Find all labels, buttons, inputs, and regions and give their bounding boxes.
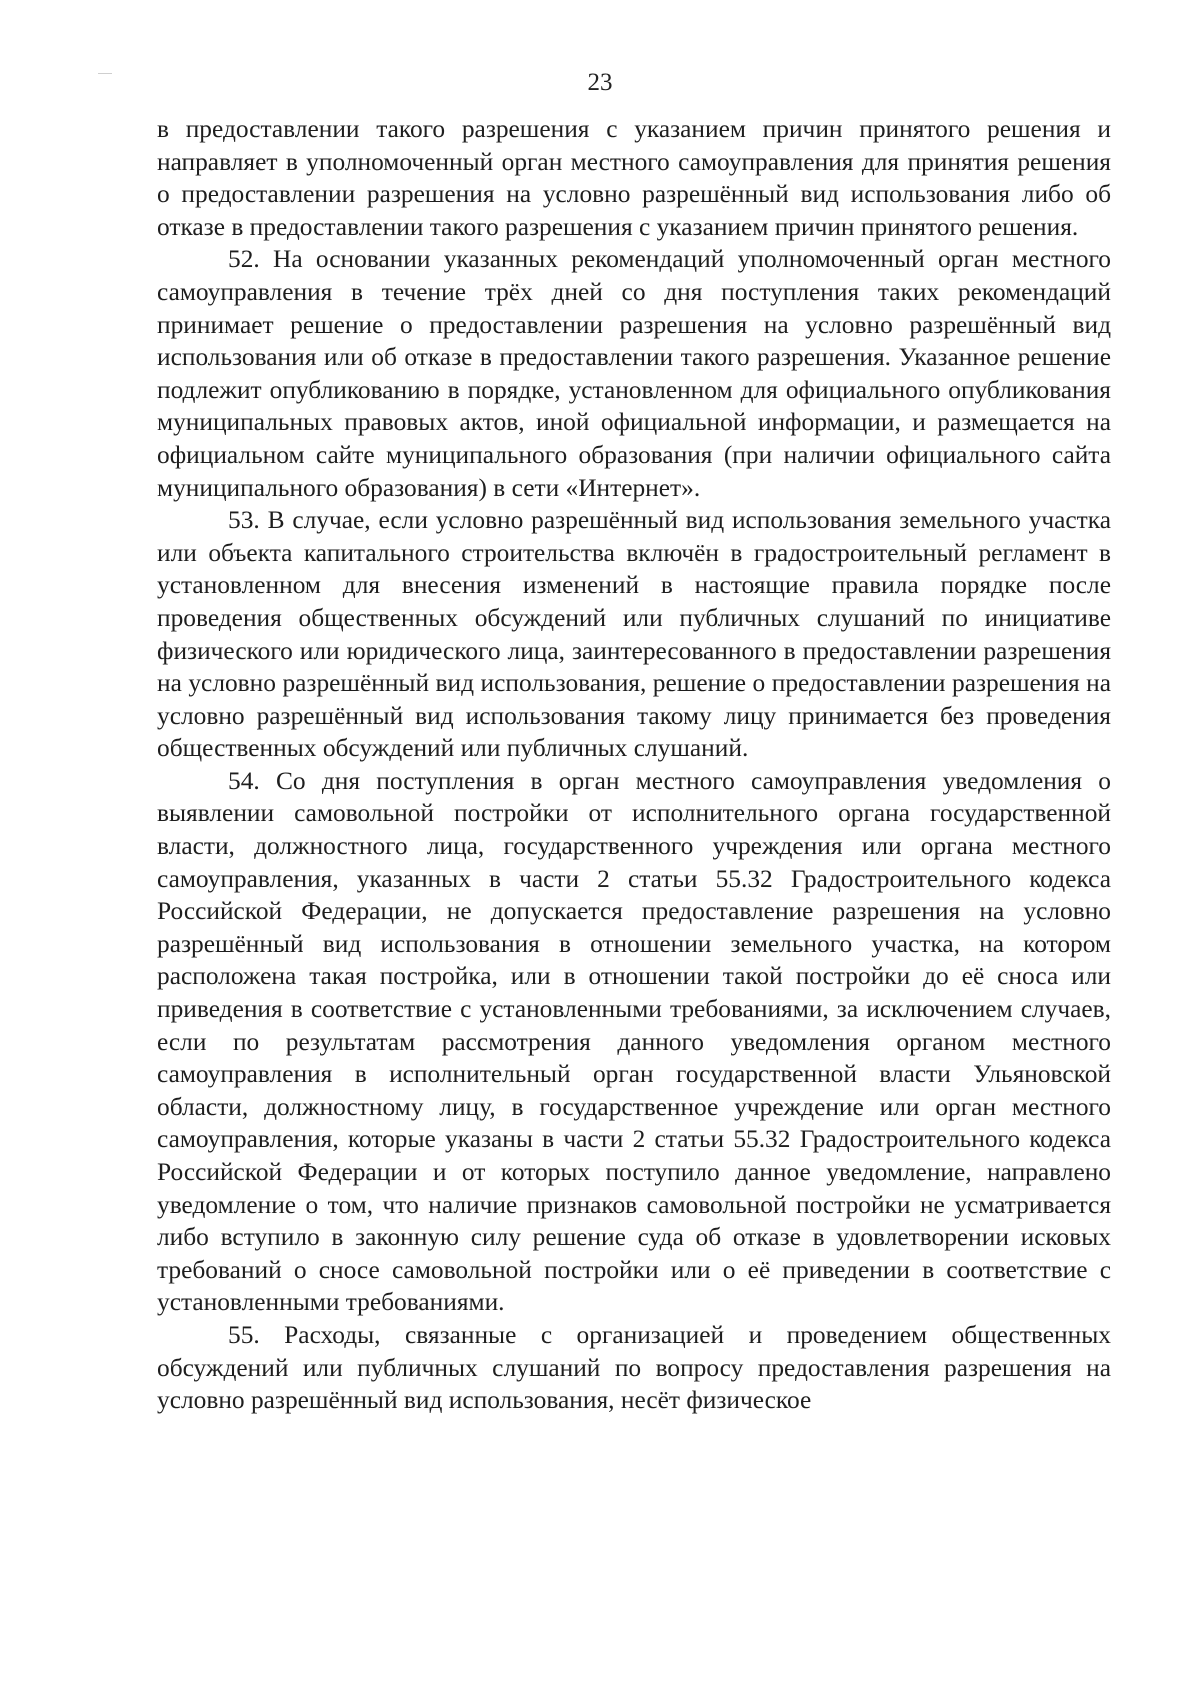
paragraph-55: 55. Расходы, связанные с организацией и проведением общественных обсуждений или публичных слушаний по вопросу предоставления разрешения на условно разрешённый вид использования, несёт физическое xyxy=(157,1320,1111,1415)
paragraph-54: 54. Со дня поступления в орган местного самоуправления уведомления о выявлении самовольной постройки от исполнительного органа государственной власти, должностного лица, государственного учреждения или органа местного самоуправления, указанных в части 2 статьи 55.32 Градостроительного кодекса Российской Федерации, не допускается предоставление разрешения на условно разрешённый вид использования в отношении земельного участка, на котором расположена такая постройка, или в отношении такой постройки до её сноса или приведения в соответствие с установленными требованиями, за исключением случаев, если по результатам рассмотрения данного уведомления органом местного самоуправления в исполнительный орган государственной власти Ульяновской области, должностному лицу, в государственное учреждение или орган местного самоуправления, которые указаны в части 2 статьи 55.32 Градостроительного кодекса Российской Федерации и от которых поступило данное уведомление, направлено уведомление о том, что наличие признаков самовольной постройки не усматривается либо вступило в законную силу решение суда об отказе в удовлетворении исковых требований о сносе самовольной постройки или о её приведении в соответствие с установленными требованиями. xyxy=(157,766,1111,1317)
paragraph-continuation: в предоставлении такого разрешения с указанием причин принятого решения и направляет в уполномоченный орган местного самоуправления для принятия решения о предоставлении разрешения на условно разрешённый вид использования либо об отказе в предоставлении такого разрешения с указанием причин принятого решения. xyxy=(157,115,1111,241)
paragraph-53: 53. В случае, если условно разрешённый вид использования земельного участка или объекта капитального строительства включён в градостроительный регламент в установленном для внесения изменений в настоящие правила порядке после проведения общественных обсуждений или публичных слушаний по инициативе физического или юридического лица, заинтересованного в предоставлении разрешения на условно разрешённый вид использования, решение о предоставлении разрешения на условно разрешённый вид использования такому лицу принимается без проведения общественных обсуждений или публичных слушаний. xyxy=(157,506,1111,763)
paragraph-52: 52. На основании указанных рекомендаций уполномоченный орган местного самоуправления в течение трёх дней со дня поступления таких рекомендаций принимает решение о предоставлении разрешения на условно разрешённый вид использования или об отказе в предоставлении такого разрешения. Указанное решение подлежит опубликованию в порядке, установленном для официального опубликования муниципальных правовых актов, иной официальной информации, и размещается на официальном сайте муниципального образования (при наличии официального сайта муниципального образования) в сети «Интернет». xyxy=(157,245,1111,502)
document-body xyxy=(157,113,1111,1417)
page-number: 23 xyxy=(587,69,613,96)
